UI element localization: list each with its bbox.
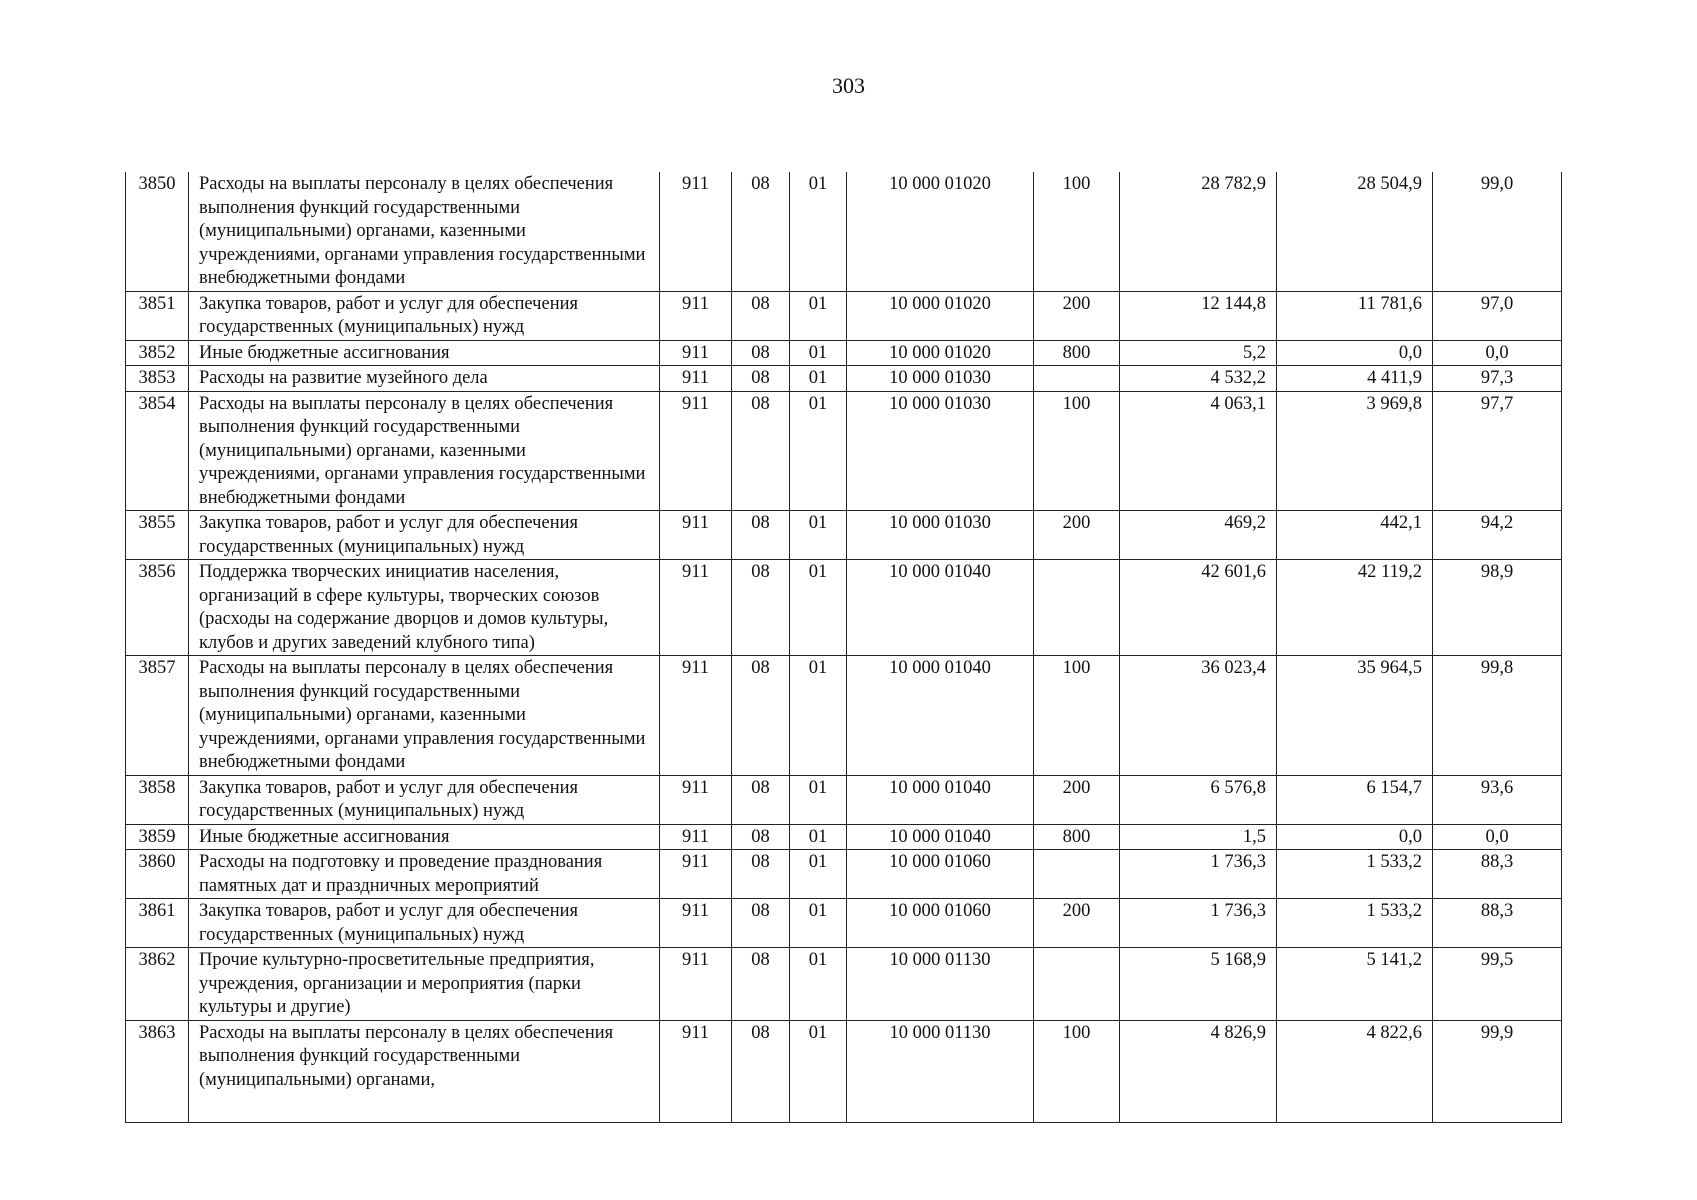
table-row	[126, 1020, 1562, 1122]
execution-percent: 88,3	[1433, 899, 1562, 948]
planned-amount: 36 023,4	[1120, 656, 1277, 776]
planned-amount: 12 144,8	[1120, 291, 1277, 340]
row-number: 3853	[126, 366, 189, 392]
target-article-code: 10 000 01130	[847, 948, 1034, 1021]
subsection-code: 01	[790, 511, 847, 560]
execution-percent: 99,8	[1433, 656, 1562, 776]
subsection-code: 01	[790, 391, 847, 511]
table-row	[126, 948, 1562, 1021]
expense-type-code: 800	[1034, 340, 1120, 366]
table-row	[126, 391, 1562, 511]
subsection-code: 01	[790, 291, 847, 340]
actual-amount: 1 533,2	[1277, 850, 1433, 899]
target-article-code: 10 000 01130	[847, 1020, 1034, 1122]
planned-amount: 6 576,8	[1120, 775, 1277, 824]
section-code: 08	[732, 948, 790, 1021]
subsection-code: 01	[790, 172, 847, 291]
section-code: 08	[732, 1020, 790, 1122]
execution-percent: 0,0	[1433, 340, 1562, 366]
target-article-code: 10 000 01060	[847, 899, 1034, 948]
planned-amount: 5,2	[1120, 340, 1277, 366]
target-article-code: 10 000 01060	[847, 850, 1034, 899]
expense-type-code	[1034, 850, 1120, 899]
section-code: 08	[732, 172, 790, 291]
section-code: 08	[732, 560, 790, 656]
planned-amount: 5 168,9	[1120, 948, 1277, 1021]
planned-amount: 1,5	[1120, 824, 1277, 850]
subsection-code: 01	[790, 366, 847, 392]
execution-percent: 93,6	[1433, 775, 1562, 824]
planned-amount: 469,2	[1120, 511, 1277, 560]
grbs-code: 911	[660, 391, 732, 511]
row-number: 3859	[126, 824, 189, 850]
row-number: 3854	[126, 391, 189, 511]
subsection-code: 01	[790, 656, 847, 776]
section-code: 08	[732, 899, 790, 948]
section-code: 08	[732, 656, 790, 776]
expense-name: Поддержка творческих инициатив населения, организаций в сфере культуры, творческих союзов (расходы на содержание дворцов и домов культуры, клубов и других заведений клубного типа)	[189, 560, 660, 656]
page-number: 303	[832, 73, 865, 98]
actual-amount: 28 504,9	[1277, 172, 1433, 291]
grbs-code: 911	[660, 172, 732, 291]
table-row	[126, 291, 1562, 340]
grbs-code: 911	[660, 656, 732, 776]
expense-type-code: 100	[1034, 1020, 1120, 1122]
actual-amount: 6 154,7	[1277, 775, 1433, 824]
actual-amount: 42 119,2	[1277, 560, 1433, 656]
grbs-code: 911	[660, 948, 732, 1021]
row-number: 3862	[126, 948, 189, 1021]
target-article-code: 10 000 01040	[847, 775, 1034, 824]
section-code: 08	[732, 511, 790, 560]
row-number: 3858	[126, 775, 189, 824]
execution-percent: 94,2	[1433, 511, 1562, 560]
row-number: 3855	[126, 511, 189, 560]
target-article-code: 10 000 01040	[847, 656, 1034, 776]
actual-amount: 5 141,2	[1277, 948, 1433, 1021]
planned-amount: 42 601,6	[1120, 560, 1277, 656]
expense-type-code: 100	[1034, 172, 1120, 291]
table-row	[126, 824, 1562, 850]
expense-name: Расходы на выплаты персоналу в целях обеспечения выполнения функций государственными (муниципальными) органами, казенными учреждениями, органами управления государственными внебюджетными фондами	[189, 391, 660, 511]
expense-name: Закупка товаров, работ и услуг для обеспечения государственных (муниципальных) нужд	[189, 291, 660, 340]
grbs-code: 911	[660, 850, 732, 899]
subsection-code: 01	[790, 560, 847, 656]
table-row	[126, 366, 1562, 392]
expense-name: Иные бюджетные ассигнования	[189, 824, 660, 850]
grbs-code: 911	[660, 899, 732, 948]
grbs-code: 911	[660, 1020, 732, 1122]
execution-percent: 0,0	[1433, 824, 1562, 850]
execution-percent: 99,0	[1433, 172, 1562, 291]
actual-amount: 4 411,9	[1277, 366, 1433, 392]
expense-name: Расходы на подготовку и проведение празднования памятных дат и праздничных мероприятий	[189, 850, 660, 899]
expense-name: Расходы на выплаты персоналу в целях обеспечения выполнения функций государственными (муниципальными) органами, казенными учреждениями, органами управления государственными внебюджетными фондами	[189, 656, 660, 776]
section-code: 08	[732, 775, 790, 824]
subsection-code: 01	[790, 899, 847, 948]
expense-type-code: 200	[1034, 291, 1120, 340]
expense-type-code: 200	[1034, 899, 1120, 948]
row-number: 3860	[126, 850, 189, 899]
grbs-code: 911	[660, 560, 732, 656]
expense-type-code	[1034, 560, 1120, 656]
actual-amount: 442,1	[1277, 511, 1433, 560]
grbs-code: 911	[660, 775, 732, 824]
expense-name: Закупка товаров, работ и услуг для обеспечения государственных (муниципальных) нужд	[189, 511, 660, 560]
execution-percent: 97,3	[1433, 366, 1562, 392]
budget-table-body	[126, 172, 1562, 1122]
row-number: 3856	[126, 560, 189, 656]
table-row	[126, 850, 1562, 899]
section-code: 08	[732, 291, 790, 340]
subsection-code: 01	[790, 1020, 847, 1122]
execution-percent: 97,0	[1433, 291, 1562, 340]
section-code: 08	[732, 850, 790, 899]
target-article-code: 10 000 01020	[847, 291, 1034, 340]
target-article-code: 10 000 01040	[847, 824, 1034, 850]
planned-amount: 28 782,9	[1120, 172, 1277, 291]
grbs-code: 911	[660, 366, 732, 392]
execution-percent: 99,9	[1433, 1020, 1562, 1122]
row-number: 3851	[126, 291, 189, 340]
row-number: 3852	[126, 340, 189, 366]
expense-type-code	[1034, 948, 1120, 1021]
target-article-code: 10 000 01030	[847, 366, 1034, 392]
expense-type-code: 100	[1034, 391, 1120, 511]
actual-amount: 3 969,8	[1277, 391, 1433, 511]
row-number: 3861	[126, 899, 189, 948]
execution-percent: 99,5	[1433, 948, 1562, 1021]
grbs-code: 911	[660, 511, 732, 560]
target-article-code: 10 000 01040	[847, 560, 1034, 656]
grbs-code: 911	[660, 340, 732, 366]
expense-name: Закупка товаров, работ и услуг для обеспечения государственных (муниципальных) нужд	[189, 899, 660, 948]
target-article-code: 10 000 01020	[847, 340, 1034, 366]
expense-type-code: 100	[1034, 656, 1120, 776]
planned-amount: 4 826,9	[1120, 1020, 1277, 1122]
actual-amount: 35 964,5	[1277, 656, 1433, 776]
planned-amount: 4 532,2	[1120, 366, 1277, 392]
grbs-code: 911	[660, 291, 732, 340]
row-number: 3850	[126, 172, 189, 291]
subsection-code: 01	[790, 850, 847, 899]
target-article-code: 10 000 01030	[847, 391, 1034, 511]
actual-amount: 4 822,6	[1277, 1020, 1433, 1122]
subsection-code: 01	[790, 824, 847, 850]
table-row	[126, 656, 1562, 776]
section-code: 08	[732, 366, 790, 392]
expense-type-code	[1034, 366, 1120, 392]
budget-table	[125, 172, 1562, 1123]
grbs-code: 911	[660, 824, 732, 850]
actual-amount: 11 781,6	[1277, 291, 1433, 340]
row-number: 3863	[126, 1020, 189, 1122]
table-row	[126, 340, 1562, 366]
execution-percent: 98,9	[1433, 560, 1562, 656]
expense-type-code: 800	[1034, 824, 1120, 850]
section-code: 08	[732, 824, 790, 850]
section-code: 08	[732, 391, 790, 511]
actual-amount: 1 533,2	[1277, 899, 1433, 948]
target-article-code: 10 000 01020	[847, 172, 1034, 291]
expense-name: Иные бюджетные ассигнования	[189, 340, 660, 366]
table-row	[126, 560, 1562, 656]
execution-percent: 97,7	[1433, 391, 1562, 511]
expense-type-code: 200	[1034, 511, 1120, 560]
row-number: 3857	[126, 656, 189, 776]
planned-amount: 1 736,3	[1120, 899, 1277, 948]
expense-type-code: 200	[1034, 775, 1120, 824]
expense-name: Расходы на выплаты персоналу в целях обеспечения выполнения функций государственными (муниципальными) органами, казенными учреждениями, органами управления государственными внебюджетными фондами	[189, 172, 660, 291]
actual-amount: 0,0	[1277, 340, 1433, 366]
table-row	[126, 899, 1562, 948]
expense-name: Расходы на выплаты персоналу в целях обеспечения выполнения функций государственными (муниципальными) органами,	[189, 1020, 660, 1122]
planned-amount: 1 736,3	[1120, 850, 1277, 899]
subsection-code: 01	[790, 775, 847, 824]
table-row	[126, 172, 1562, 291]
section-code: 08	[732, 340, 790, 366]
table-row	[126, 775, 1562, 824]
planned-amount: 4 063,1	[1120, 391, 1277, 511]
actual-amount: 0,0	[1277, 824, 1433, 850]
subsection-code: 01	[790, 948, 847, 1021]
table-row	[126, 511, 1562, 560]
expense-name: Расходы на развитие музейного дела	[189, 366, 660, 392]
subsection-code: 01	[790, 340, 847, 366]
expense-name: Прочие культурно-просветительные предприятия, учреждения, организации и мероприятия (парки культуры и другие)	[189, 948, 660, 1021]
execution-percent: 88,3	[1433, 850, 1562, 899]
expense-name: Закупка товаров, работ и услуг для обеспечения государственных (муниципальных) нужд	[189, 775, 660, 824]
target-article-code: 10 000 01030	[847, 511, 1034, 560]
